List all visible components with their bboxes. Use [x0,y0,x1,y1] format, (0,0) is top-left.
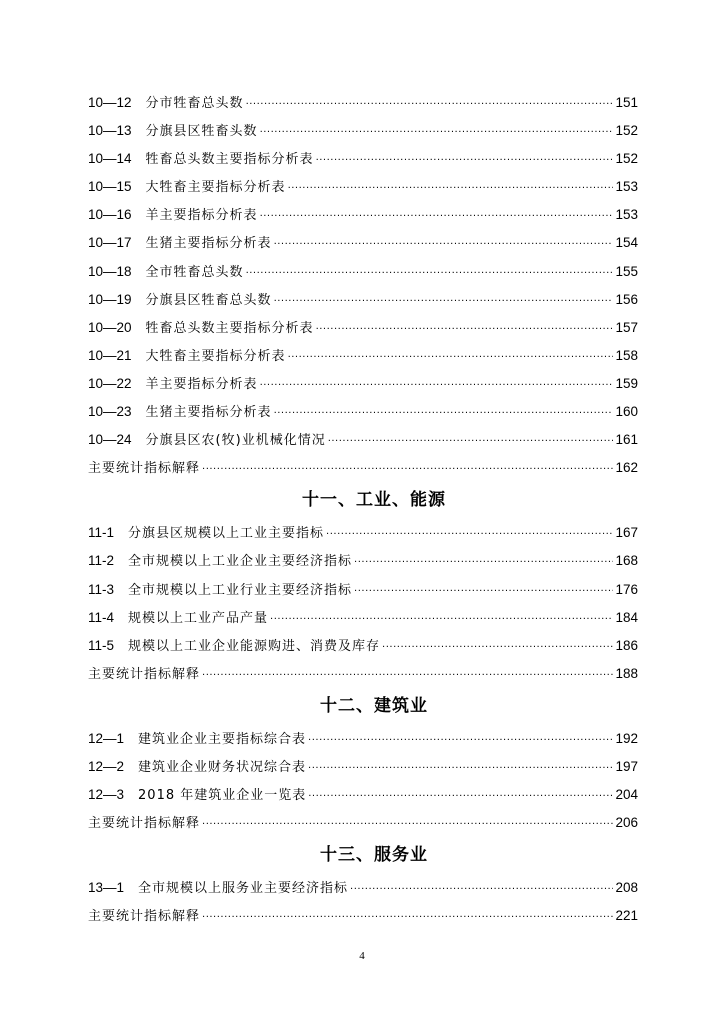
toc-entry-page: 152 [615,151,638,167]
toc-entry[interactable] [88,604,638,632]
toc-entry-page: 188 [615,665,638,681]
toc-entry-page: 167 [615,525,638,541]
toc-entry-page: 186 [615,637,638,653]
toc-entry-title: 2018 年建筑业企业一览表 [138,788,307,804]
toc-dot-leader [316,316,614,344]
toc-entry[interactable] [88,258,638,286]
toc-entry-page: 184 [615,609,638,625]
toc-dot-leader [308,755,613,783]
toc-entry-title: 全市规模以上工业企业主要经济指标 [128,554,353,570]
toc-entry-page: 162 [615,460,638,476]
toc-entry[interactable] [88,398,638,426]
toc-entry-title: 全市牲畜总头数 [145,264,244,280]
toc-entry[interactable] [88,89,638,117]
toc-entry-title: 牲畜总头数主要指标分析表 [145,152,314,168]
toc-entry-number: 10—13 [88,123,132,139]
section-heading: 十一、工业、能源 [302,490,446,511]
toc-dot-leader [288,175,614,203]
toc-entry-number: 10—15 [88,179,132,195]
toc-entry-number: 11-4 [88,609,115,625]
toc-dot-leader [328,428,614,456]
toc-entry-number: 10—16 [88,207,132,223]
toc-entry[interactable] [88,201,638,229]
toc-entry-page: 152 [615,123,638,139]
page-number: 4 [359,950,365,962]
toc-entry[interactable] [88,454,638,482]
toc-entry-page: 204 [615,787,638,803]
toc-entry[interactable] [88,173,638,201]
toc-dot-leader [274,288,614,316]
toc-dot-leader [308,727,613,755]
toc-entry[interactable] [88,117,638,145]
toc-entry-number: 10—24 [88,432,132,448]
toc-entry[interactable] [88,342,638,370]
toc-entry-number: 10—22 [88,375,132,391]
toc-entry-title: 主要统计指标解释 [88,461,201,477]
toc-entry-page: 208 [615,880,638,896]
toc-entry-number: 11-2 [88,553,115,569]
toc-entry-title: 主要统计指标解释 [88,909,201,925]
toc-entry-title: 生猪主要指标分析表 [145,236,272,252]
toc-entry-number: 10—17 [88,235,132,251]
toc-dot-leader [354,578,613,606]
toc-entry-number: 11-3 [88,581,115,597]
toc-entry-number: 13—1 [88,880,125,896]
toc-dot-leader [308,783,613,811]
toc-dot-leader [274,231,614,259]
toc-dot-leader [246,260,614,288]
toc-entry-page: 151 [615,95,638,110]
toc-dot-leader [202,662,613,690]
toc-dot-leader [202,811,613,839]
toc-entry[interactable] [88,229,638,257]
toc-entry-page: 154 [615,235,638,251]
toc-dot-leader [202,456,613,484]
toc-entry-page: 206 [615,815,638,831]
toc-entry-page: 153 [615,207,638,223]
toc-entry-title: 全市规模以上工业行业主要经济指标 [128,582,353,598]
toc-entry-number: 10—20 [88,319,132,335]
toc-entry[interactable] [88,660,638,688]
toc-dot-leader [260,203,614,231]
toc-entry-title: 规模以上工业企业能源购进、消费及库存 [128,638,381,654]
toc-entry-title: 全市规模以上服务业主要经济指标 [138,881,349,897]
toc-entry[interactable] [88,576,638,604]
toc-entry-number: 11-5 [88,637,115,653]
toc-entry-number: 10—23 [88,404,132,420]
toc-dot-leader [270,606,613,634]
toc-entry-page: 157 [615,319,638,335]
toc-entry-number: 10—19 [88,291,132,307]
toc-entry-title: 生猪主要指标分析表 [145,405,272,421]
toc-dot-leader [350,876,613,904]
toc-entry-page: 158 [615,347,638,363]
toc-entry-title: 分旗县区农(牧)业机械化情况 [145,433,326,449]
toc-entry-number: 11-1 [88,525,115,541]
toc-entry-title: 主要统计指标解释 [88,816,201,832]
toc-entry[interactable] [88,781,638,809]
toc-entry[interactable] [88,809,638,837]
toc-entry-page: 155 [615,263,638,279]
toc-dot-leader [354,549,613,577]
toc-entry[interactable] [88,547,638,575]
toc-entry-page: 156 [615,291,638,307]
toc-entry-title: 主要统计指标解释 [88,666,201,682]
toc-entry[interactable] [88,286,638,314]
toc-entry-title: 分旗县区牲畜头数 [145,124,258,140]
toc-entry-title: 建筑业企业财务状况综合表 [138,759,307,775]
toc-entry-number: 10—14 [88,151,132,167]
toc-entry-page: 160 [615,404,638,420]
toc-entry[interactable] [88,145,638,173]
toc-entry-title: 羊主要指标分析表 [145,208,258,224]
toc-entry-number: 12—2 [88,758,125,774]
toc-entry-page: 197 [615,758,638,774]
toc-entry-title: 分市牲畜总头数 [145,96,244,111]
toc-entry-number: 10—12 [88,95,132,110]
toc-entry-title: 羊主要指标分析表 [145,376,258,392]
toc-entry-title: 大牲畜主要指标分析表 [145,348,286,364]
toc-entry-page: 176 [615,581,638,597]
toc-entry[interactable] [88,519,638,547]
toc-dot-leader [288,344,614,372]
toc-dot-leader [382,634,613,662]
section-heading: 十三、服务业 [320,845,428,866]
toc-entry-page: 192 [615,730,638,746]
toc-entry-number: 12—3 [88,787,125,803]
toc-entry-number: 12—1 [88,730,125,746]
toc-entry-page: 161 [615,432,638,448]
toc-entry-page: 153 [615,179,638,195]
toc-entry-title: 分旗县区牲畜总头数 [145,292,272,308]
toc-entry[interactable] [88,725,638,753]
toc-entry-page: 221 [615,908,638,924]
toc-entry[interactable] [88,632,638,660]
section-heading: 十二、建筑业 [320,695,428,716]
toc-entry-title: 大牲畜主要指标分析表 [145,180,286,196]
toc-entry-page: 159 [615,375,638,391]
toc-entry[interactable] [88,753,638,781]
toc-entry-title: 牲畜总头数主要指标分析表 [145,320,314,336]
toc-dot-leader [316,147,614,175]
table-of-contents [88,89,638,930]
toc-entry-title: 建筑业企业主要指标综合表 [138,731,307,747]
toc-entry-page: 168 [615,553,638,569]
toc-dot-leader [202,904,613,932]
toc-entry[interactable] [88,874,638,902]
toc-dot-leader [260,119,614,147]
toc-entry[interactable] [88,902,638,930]
toc-dot-leader [260,372,614,400]
toc-entry-title: 分旗县区规模以上工业主要指标 [128,526,325,542]
toc-dot-leader [246,91,614,119]
toc-dot-leader [274,400,614,428]
toc-entry-number: 10—18 [88,263,132,279]
toc-dot-leader [326,521,613,549]
toc-entry[interactable] [88,426,638,454]
toc-entry-title: 规模以上工业产品产量 [128,610,269,626]
toc-entry[interactable] [88,370,638,398]
toc-entry-number: 10—21 [88,347,132,363]
toc-entry[interactable] [88,314,638,342]
